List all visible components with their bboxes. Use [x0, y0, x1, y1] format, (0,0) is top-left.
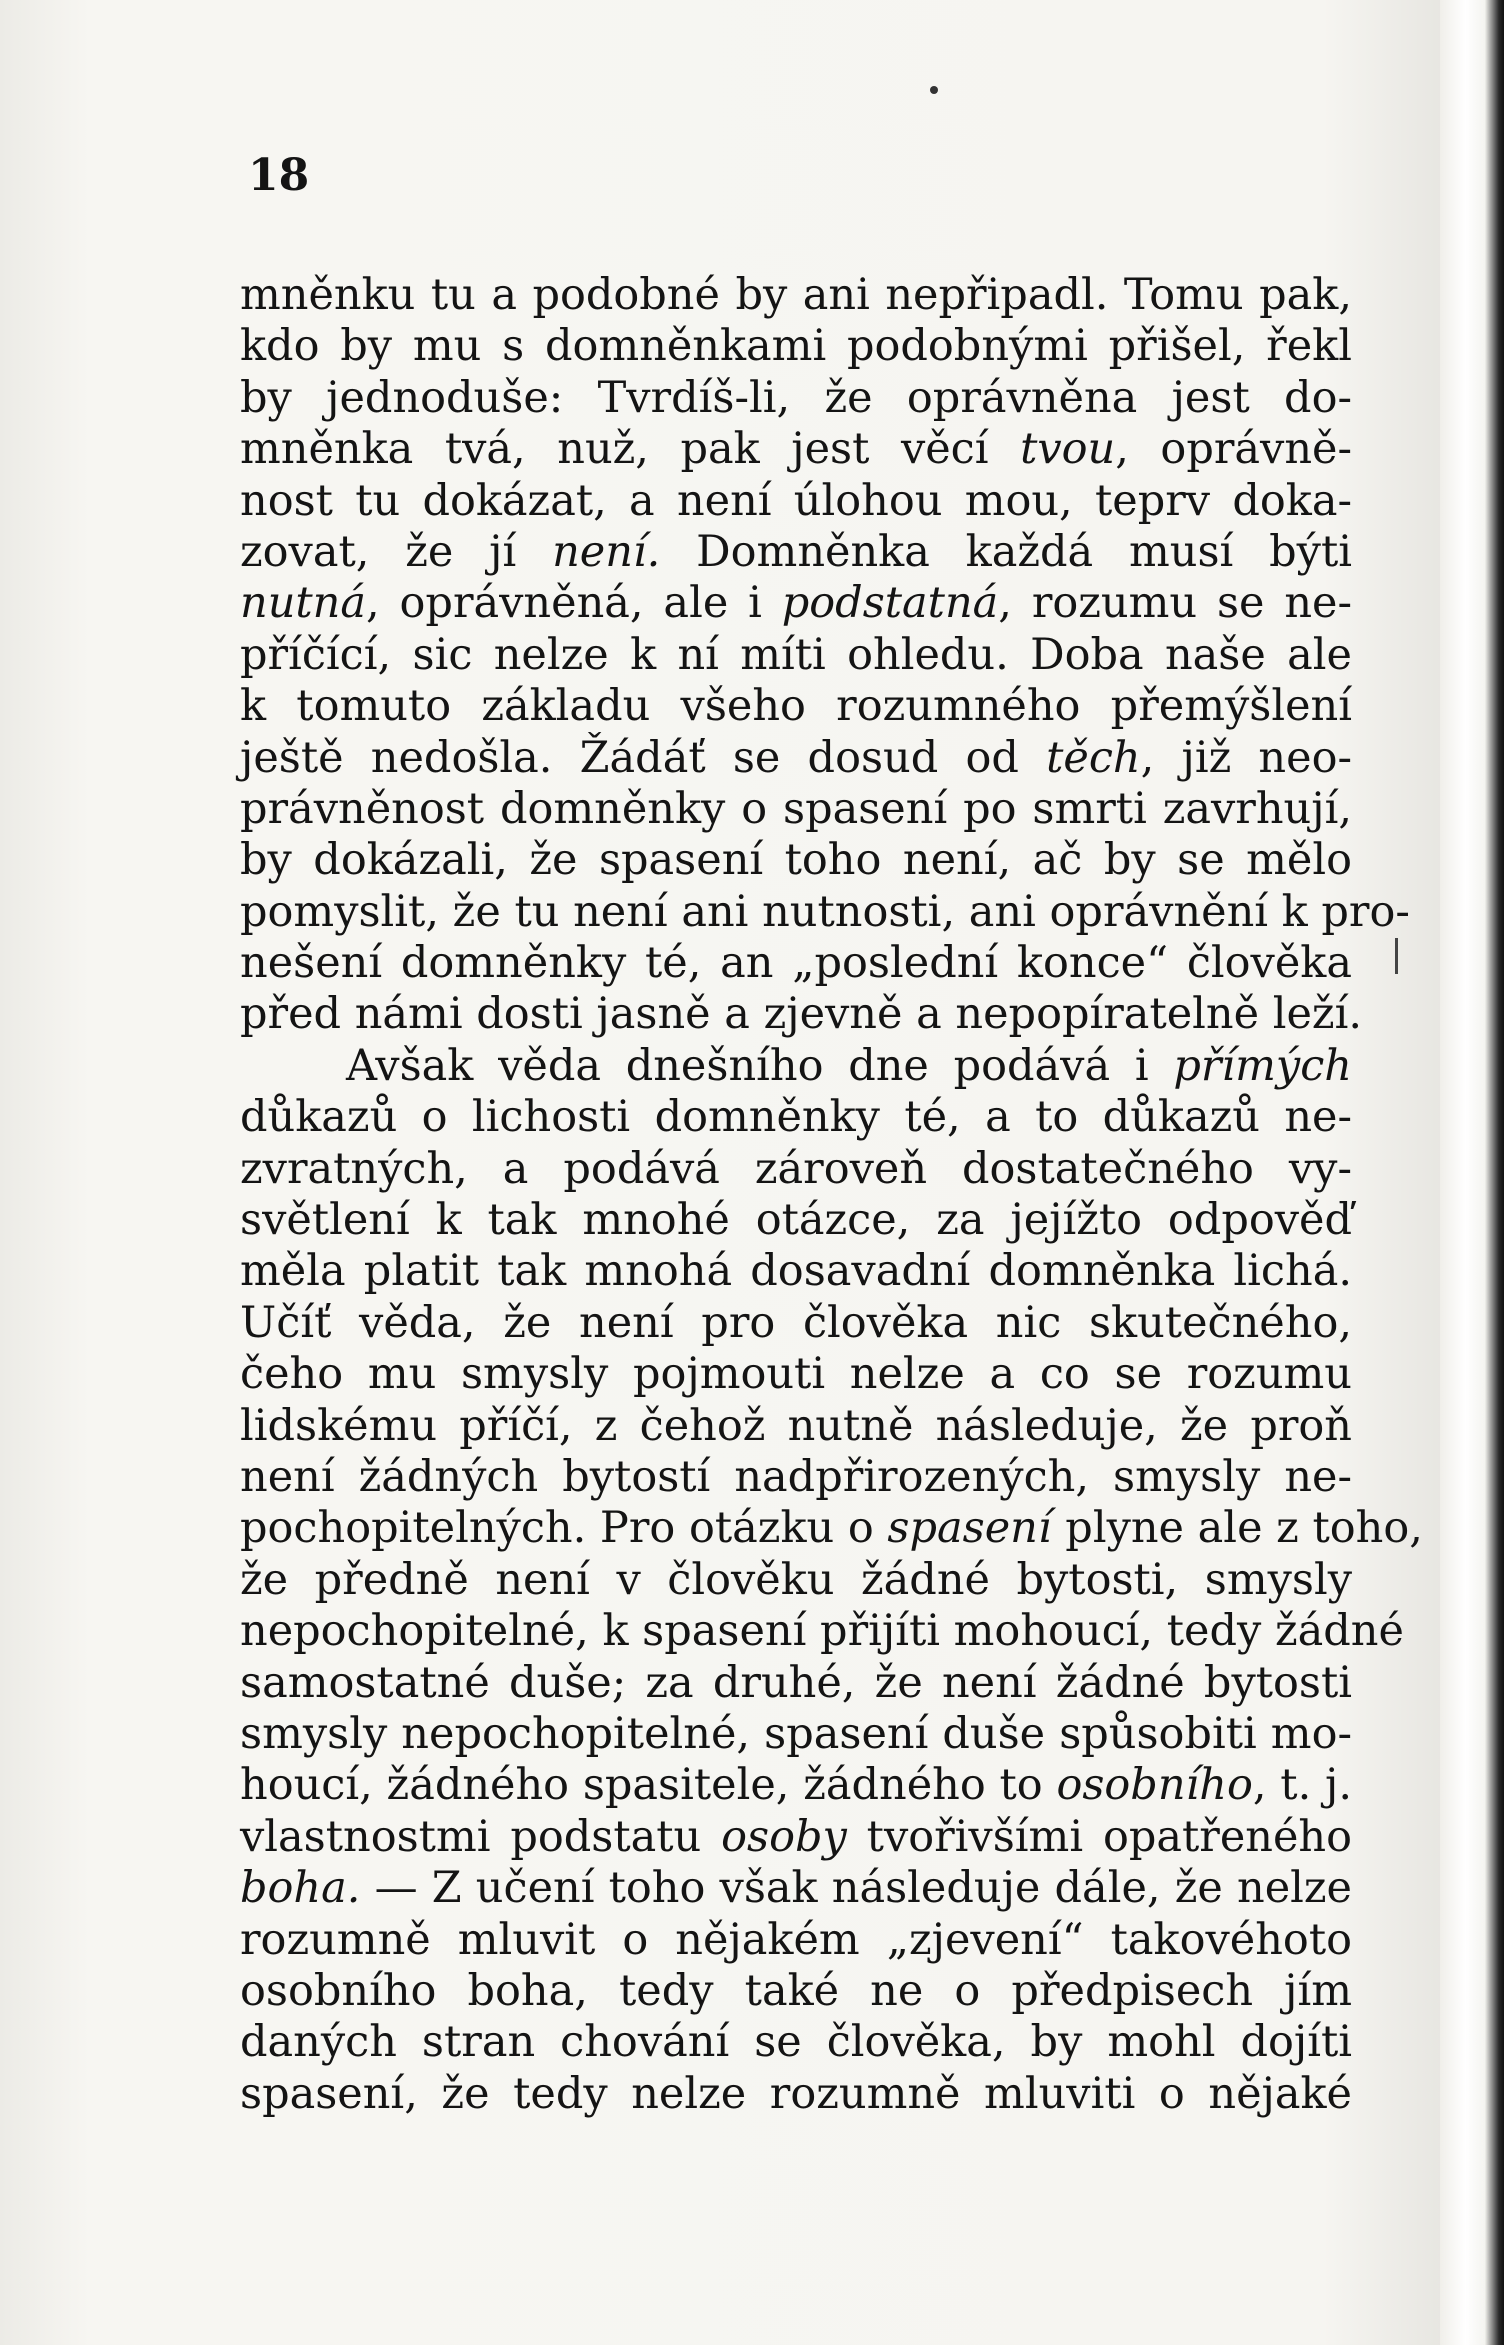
text-segment: smysly nepochopitelné, spasení duše spůsobiti mo- — [240, 1708, 1352, 1759]
text-segment: kdo by mu s domněnkami podobnými přišel, řekl — [240, 321, 1352, 372]
text-line — [240, 1555, 1352, 1606]
emphasis-text: nutná — [240, 578, 366, 629]
text-segment: houcí, žádného spasitele, žádného to — [240, 1760, 1057, 1811]
text-segment: , oprávně- — [1115, 424, 1352, 475]
margin-mark — [1395, 938, 1398, 974]
text-line — [240, 1401, 1352, 1452]
text-line — [240, 1298, 1352, 1349]
text-segment: — Z učení toho však následuje dále, že nelze — [360, 1863, 1352, 1914]
text-segment: daných stran chování se člověka, by mohl dojíti — [240, 2017, 1352, 2068]
text-line — [240, 1915, 1352, 1966]
text-segment: by jednoduše: Tvrdíš-li, že oprávněna jest do- — [240, 372, 1352, 423]
text-segment: nešení domněnky té, an „poslední konce“ člověka — [240, 938, 1352, 989]
text-line — [240, 784, 1352, 835]
text-segment: samostatné duše; za druhé, že není žádné bytosti — [240, 1657, 1352, 1708]
text-line — [240, 373, 1352, 424]
text-line — [240, 1144, 1352, 1195]
book-spine-shadow — [1440, 0, 1504, 2345]
text-segment: světlení k tak mnohé otázce, za jejížto odpověď — [240, 1195, 1352, 1246]
text-line — [240, 1966, 1352, 2017]
text-line — [240, 1041, 1352, 1092]
text-segment: nepochopitelné, k spasení přijíti mohoucí, tedy žádné — [240, 1606, 1404, 1657]
text-segment: Domněnka každá musí býti — [660, 526, 1352, 577]
text-segment: měla platit tak mnohá dosavadní domněnka lichá. — [240, 1246, 1352, 1297]
text-line — [240, 1349, 1352, 1400]
text-segment: důkazů o lichosti domněnky té, a to důkazů ne- — [240, 1092, 1352, 1143]
text-line — [240, 1195, 1352, 1246]
emphasis-text: není. — [552, 526, 661, 577]
emphasis-text: podstatná — [781, 578, 999, 629]
text-segment: mněnka tvá, nuž, pak jest věcí — [240, 424, 1021, 475]
text-line — [240, 1760, 1352, 1811]
page-number: 18 — [248, 150, 310, 201]
text-segment: Učíť věda, že není pro člověka nic skutečného, — [240, 1297, 1352, 1348]
text-line — [240, 1092, 1352, 1143]
emphasis-text: osobního — [1056, 1760, 1253, 1811]
text-line — [240, 2069, 1352, 2120]
emphasis-text: spasení — [887, 1503, 1052, 1554]
text-line — [240, 989, 1363, 1040]
text-line — [240, 681, 1352, 732]
text-line — [240, 733, 1352, 784]
text-line — [240, 2017, 1352, 2068]
text-segment: pochopitelných. Pro otázku o — [240, 1503, 888, 1554]
text-segment: lidskému příčí, z čehož nutně následuje, že proň — [240, 1400, 1352, 1451]
text-segment: před námi dosti jasně a zjevně a nepopíratelně leží. — [240, 989, 1363, 1040]
text-segment: právněnost domněnky o spasení po smrti zavrhují, — [240, 783, 1352, 834]
text-line — [240, 476, 1352, 527]
body-text — [240, 270, 1423, 2120]
text-segment: k tomuto základu všeho rozumného přemýšlení — [240, 681, 1352, 732]
text-segment: vlastnostmi podstatu — [240, 1811, 722, 1862]
text-line — [240, 1812, 1352, 1863]
text-segment: rozumně mluvit o nějakém „zjevení“ takovéhoto — [240, 1914, 1352, 1965]
text-segment: Avšak věda dnešního dne podává i — [346, 1040, 1174, 1091]
text-segment: , oprávněná, ale i — [366, 578, 782, 629]
text-line — [240, 1452, 1352, 1503]
text-line — [240, 886, 1410, 938]
emphasis-text: těch — [1046, 732, 1141, 783]
ink-speck — [930, 86, 938, 94]
text-line — [240, 1658, 1352, 1709]
text-segment: zovat, že jí — [240, 526, 553, 577]
text-line — [240, 938, 1352, 989]
text-line — [240, 1863, 1352, 1914]
text-line — [240, 321, 1352, 372]
text-segment: že předně není v člověku žádné bytosti, smysly — [240, 1554, 1352, 1605]
text-line — [240, 630, 1352, 681]
emphasis-text: přímých — [1173, 1040, 1352, 1091]
text-segment: není žádných bytostí nadpřirozených, smysly ne- — [240, 1451, 1352, 1502]
text-segment: spasení, že tedy nelze rozumně mluviti o nějaké — [240, 2068, 1352, 2119]
text-segment: , t. j. — [1252, 1760, 1352, 1811]
text-segment: pomyslit, že tu není ani nutnosti, ani oprávnění k pro- — [240, 886, 1410, 937]
text-segment: tvořivšími opatřeného — [846, 1811, 1352, 1862]
text-segment: nost tu dokázat, a není úlohou mou, teprv doka- — [240, 475, 1352, 526]
emphasis-text: tvou — [1020, 424, 1116, 475]
text-line — [240, 835, 1352, 886]
text-line — [240, 1709, 1352, 1760]
text-segment: čeho mu smysly pojmouti nelze a co se rozumu — [240, 1349, 1352, 1400]
text-line — [240, 1503, 1423, 1554]
text-segment: , rozumu se ne- — [998, 578, 1352, 629]
text-line — [240, 424, 1352, 475]
text-segment: příčící, sic nelze k ní míti ohledu. Doba naše ale — [240, 629, 1352, 680]
text-line — [240, 527, 1352, 578]
text-line — [240, 578, 1352, 629]
emphasis-text: osoby — [721, 1811, 847, 1862]
text-segment: , již neo- — [1140, 732, 1352, 783]
emphasis-text: boha. — [240, 1863, 361, 1914]
text-segment: osobního boha, tedy také ne o předpisech jím — [240, 1965, 1352, 2016]
text-segment: ještě nedošla. Žádáť se dosud od — [240, 732, 1047, 783]
text-segment: zvratných, a podává zároveň dostatečného vy- — [240, 1143, 1352, 1194]
text-line — [240, 1606, 1404, 1657]
text-line — [240, 1246, 1352, 1297]
text-segment: plyne ale z toho, — [1051, 1503, 1423, 1554]
text-line — [240, 270, 1352, 321]
text-segment: by dokázali, že spasení toho není, ač by se mělo — [240, 835, 1352, 886]
text-segment: mněnku tu a podobné by ani nepřipadl. Tomu pak, — [240, 270, 1352, 320]
